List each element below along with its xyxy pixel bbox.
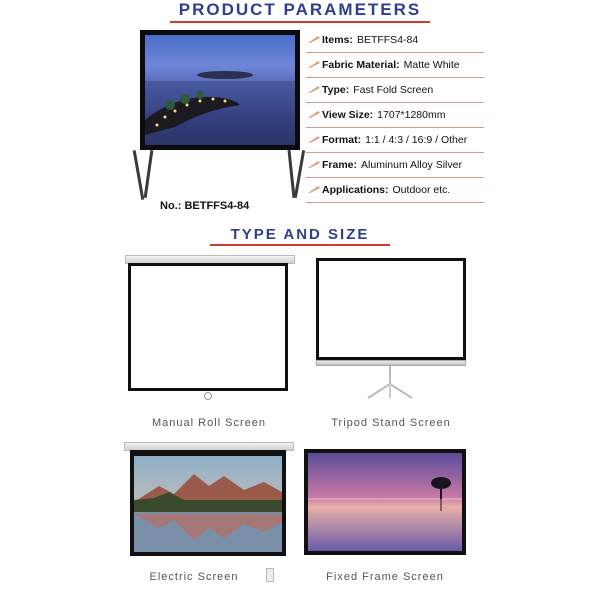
manual-roll-screen — [128, 263, 288, 391]
mountain-lake-photo — [134, 456, 282, 552]
param-key: Applications: Outdoor etc. — [322, 184, 451, 196]
product-label: Electric Screen — [149, 571, 239, 583]
fast-fold-screen-image — [145, 35, 295, 145]
pencil-icon — [308, 160, 320, 168]
param-value: Fast Fold Screen — [353, 84, 434, 96]
param-value: Matte White — [403, 59, 460, 71]
param-key: Frame: Aluminum Alloy Silver — [322, 159, 462, 171]
param-key: Fabric Material: Matte White — [322, 59, 460, 71]
model-number: No.: BETFFS4-84 — [160, 200, 250, 212]
mountain-lake-image — [134, 456, 282, 552]
tripod-stand — [360, 366, 420, 400]
heading-underline — [210, 244, 390, 246]
param-row — [306, 155, 484, 178]
product-label: Manual Roll Screen — [152, 417, 266, 429]
param-row — [306, 30, 484, 53]
param-key: Items: BETFFS4-84 — [322, 34, 419, 46]
tripod-screen — [316, 258, 466, 360]
sunset-tree-photo — [308, 453, 462, 551]
product-label: Tripod Stand Screen — [331, 417, 451, 429]
product-label: Fixed Frame Screen — [326, 571, 444, 583]
stand-leg-right-back — [294, 150, 305, 198]
pencil-icon — [308, 110, 320, 118]
param-value: Outdoor etc. — [392, 184, 451, 196]
pencil-icon — [308, 185, 320, 193]
param-row — [306, 105, 484, 128]
param-row — [306, 130, 484, 153]
param-value: 1:1 / 4:3 / 16:9 / Other — [365, 134, 468, 146]
param-value: 1707*1280mm — [377, 109, 446, 121]
pencil-icon — [308, 85, 320, 93]
type-and-size-title: TYPE AND SIZE — [230, 226, 370, 243]
param-value: BETFFS4-84 — [356, 34, 419, 46]
lake-island-photo — [145, 35, 295, 145]
param-key: Format: 1:1 / 4:3 / 16:9 / Other — [322, 134, 468, 146]
type-and-size-heading — [210, 226, 390, 243]
param-value: Aluminum Alloy Silver — [361, 159, 462, 171]
param-key: View Size: 1707*1280mm — [322, 109, 446, 121]
pencil-icon — [308, 35, 320, 43]
product-parameters-title: PRODUCT PARAMETERS — [178, 0, 422, 19]
param-row — [306, 80, 484, 103]
sunset-tree-image — [308, 453, 462, 551]
remote-control-icon — [266, 568, 274, 582]
param-row — [306, 55, 484, 78]
stand-leg-left-back — [133, 150, 145, 200]
pull-ring — [204, 392, 212, 400]
param-key: Type: Fast Fold Screen — [322, 84, 434, 96]
stand-leg-left — [144, 150, 154, 198]
heading-underline — [170, 21, 430, 23]
param-row — [306, 180, 484, 203]
pencil-icon — [308, 60, 320, 68]
product-parameters-heading — [170, 0, 430, 20]
pencil-icon — [308, 135, 320, 143]
